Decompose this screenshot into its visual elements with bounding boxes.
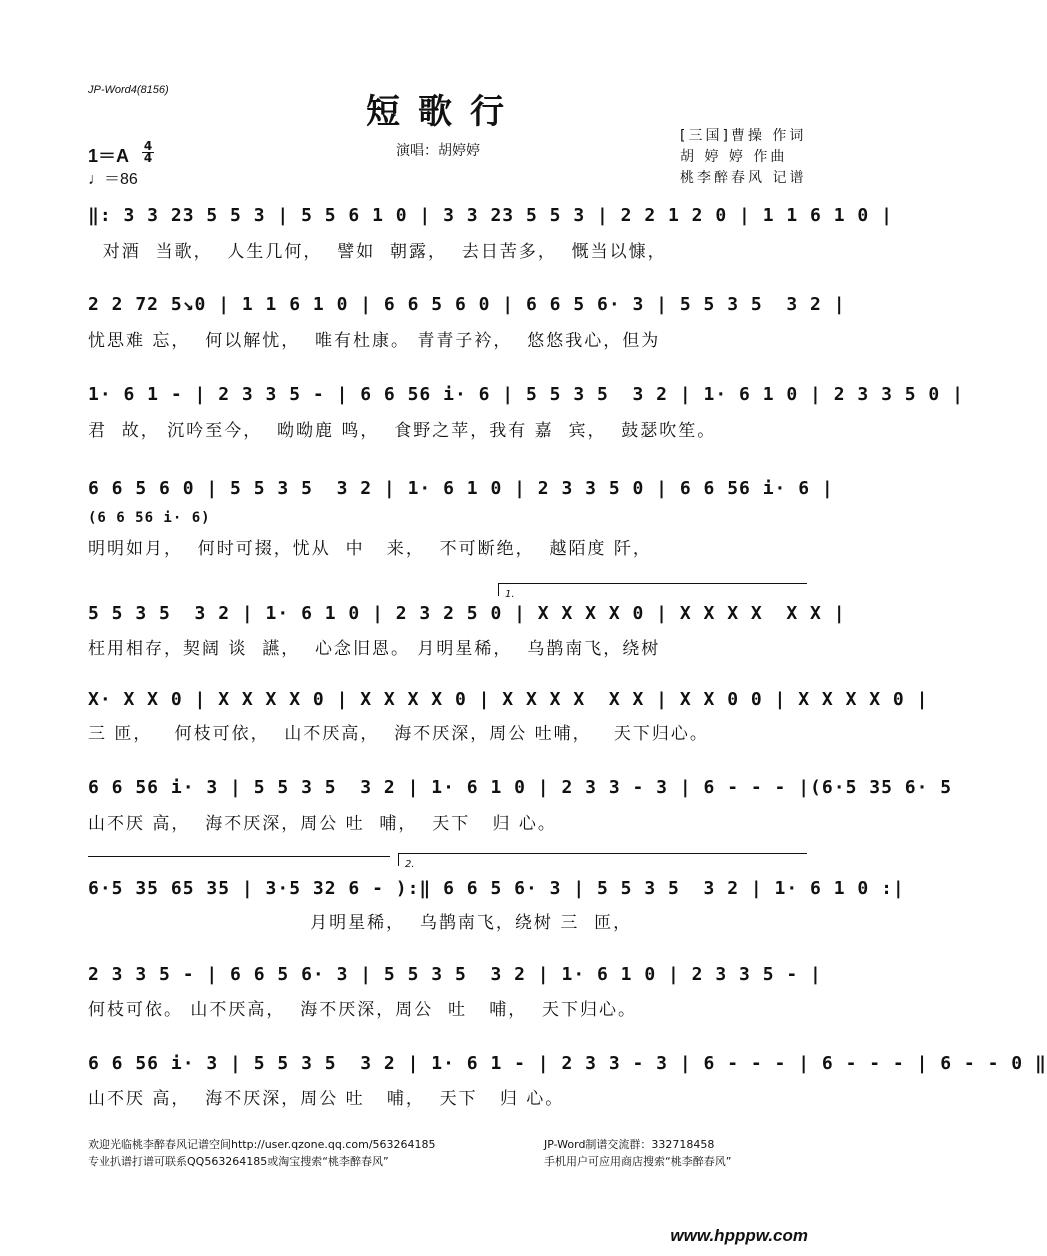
lyric-line-2: 忧思难 忘， 何以解忧， 唯有杜康。 青青子衿， 悠悠我心，但为 [88, 331, 661, 351]
footer-app-store: 手机用户可应用商店搜索“桃李醉春风” [544, 1155, 732, 1168]
transcriber-credit: 桃李醉春风 记谱 [680, 170, 807, 186]
watermark: www.hpppw.com [670, 1226, 808, 1245]
notation-line-9: 2 3 3 5 - | 6 6 5 6· 3 | 5 5 3 5 3 2 | 1· 6 1 0 | 2 3 3 5 - | [88, 964, 822, 985]
tempo-marking: ♩＝86 [88, 171, 138, 188]
volta-first-ending [498, 583, 807, 600]
software-label: JP-Word4(8156) [88, 84, 169, 96]
footer-contact: 专业扒谱打谱可联系QQ563264185或淘宝搜索“桃李醉春风” [88, 1155, 389, 1168]
lyric-line-4: 明明如月， 何时可掇，忧从 中 来， 不可断绝， 越陌度 阡， [88, 539, 652, 559]
lyric-line-10: 山不厌 高， 海不厌深，周公 吐 哺， 天下 归 心。 [88, 1089, 565, 1109]
notation-line-4: 6 6 5 6 0 | 5 5 3 5 3 2 | 1· 6 1 0 | 2 3 3 5 0 | 6 6 56 i· 6 | [88, 478, 834, 499]
notation-line-4-alt: (6 6 56 i· 6) [88, 510, 211, 526]
key-signature: 1＝A [88, 146, 130, 166]
time-signature [142, 141, 154, 164]
notation-line-10: 6 6 56 i· 3 | 5 5 3 5 3 2 | 1· 6 1 - | 2 3 3 - 3 | 6 - - - | 6 - - - | 6 - - 0 ‖ [88, 1053, 1047, 1074]
notation-line-5: 5 5 3 5 3 2 | 1· 6 1 0 | 2 3 2 5 0 | X X X X 0 | X X X X X X | [88, 603, 846, 624]
notation-line-8: 6·5 35 65 35 | 3·5 32 6 - ):‖ 6 6 5 6· 3 | 5 5 3 5 3 2 | 1· 6 1 0 :| [88, 878, 905, 899]
time-signature-top: 4 [143, 139, 153, 153]
lyric-line-8: 月明星稀， 乌鹊南飞，绕树 三 匝， [88, 913, 633, 933]
lyric-line-1: 对酒 当歌， 人生几何， 譬如 朝露， 去日苦多， 慨当以慷， [88, 242, 667, 262]
volta-first-label: 1. [505, 589, 515, 600]
notation-line-7: 6 6 56 i· 3 | 5 5 3 5 3 2 | 1· 6 1 0 | 2 3 3 - 3 | 6 - - - |(6·5 35 6· 5 [88, 777, 953, 798]
first-ending-continuation [88, 856, 390, 857]
notation-line-3: 1· 6 1 - | 2 3 3 5 - | 6 6 56 i· 6 | 5 5 3 5 3 2 | 1· 6 1 0 | 2 3 3 5 0 | [88, 384, 964, 405]
lyric-line-3: 君 故， 沉吟至今， 呦呦鹿 鸣， 食野之苹，我有 嘉 宾， 鼓瑟吹笙。 [88, 421, 717, 441]
lyric-line-9: 何枝可依。 山不厌高， 海不厌深，周公 吐 哺， 天下归心。 [88, 1000, 638, 1020]
page-title: 短歌行 [366, 92, 522, 132]
author-credits [680, 126, 806, 189]
lyric-line-7: 山不厌 高， 海不厌深，周公 吐 哺， 天下 归 心。 [88, 814, 557, 834]
volta-second-ending [398, 853, 807, 870]
lyric-line-6: 三 匝， 何枝可依， 山不厌高， 海不厌深，周公 吐哺， 天下归心。 [88, 724, 709, 744]
singer-credit: 演唱：胡婷婷 [396, 143, 480, 159]
notation-line-1: ‖: 3 3 23 5 5 3 | 5 5 6 1 0 | 3 3 23 5 5 3 | 2 2 1 2 0 | 1 1 6 1 0 | [88, 205, 893, 226]
time-signature-bottom: 4 [143, 151, 153, 165]
lyric-line-5: 枉用相存，契阔 谈 讌， 心念旧恩。 月明星稀， 乌鹊南飞，绕树 [88, 639, 661, 659]
composer-credit: 胡 婷 婷 作曲 [680, 149, 788, 165]
notation-line-2: 2 2 72 5↘0 | 1 1 6 1 0 | 6 6 5 6 0 | 6 6 5 6· 3 | 5 5 3 5 3 2 | [88, 294, 846, 315]
volta-second-label: 2. [405, 859, 415, 870]
lyricist-credit: [三国]曹操 作词 [680, 128, 807, 144]
footer-website: 欢迎光临桃李醉春风记谱空间http://user.qzone.qq.com/563264185 [88, 1138, 436, 1151]
footer-qq-group: JP-Word制谱交流群：332718458 [544, 1138, 715, 1151]
notation-line-6: X· X X 0 | X X X X 0 | X X X X 0 | X X X X X X | X X 0 0 | X X X X 0 | [88, 689, 929, 710]
